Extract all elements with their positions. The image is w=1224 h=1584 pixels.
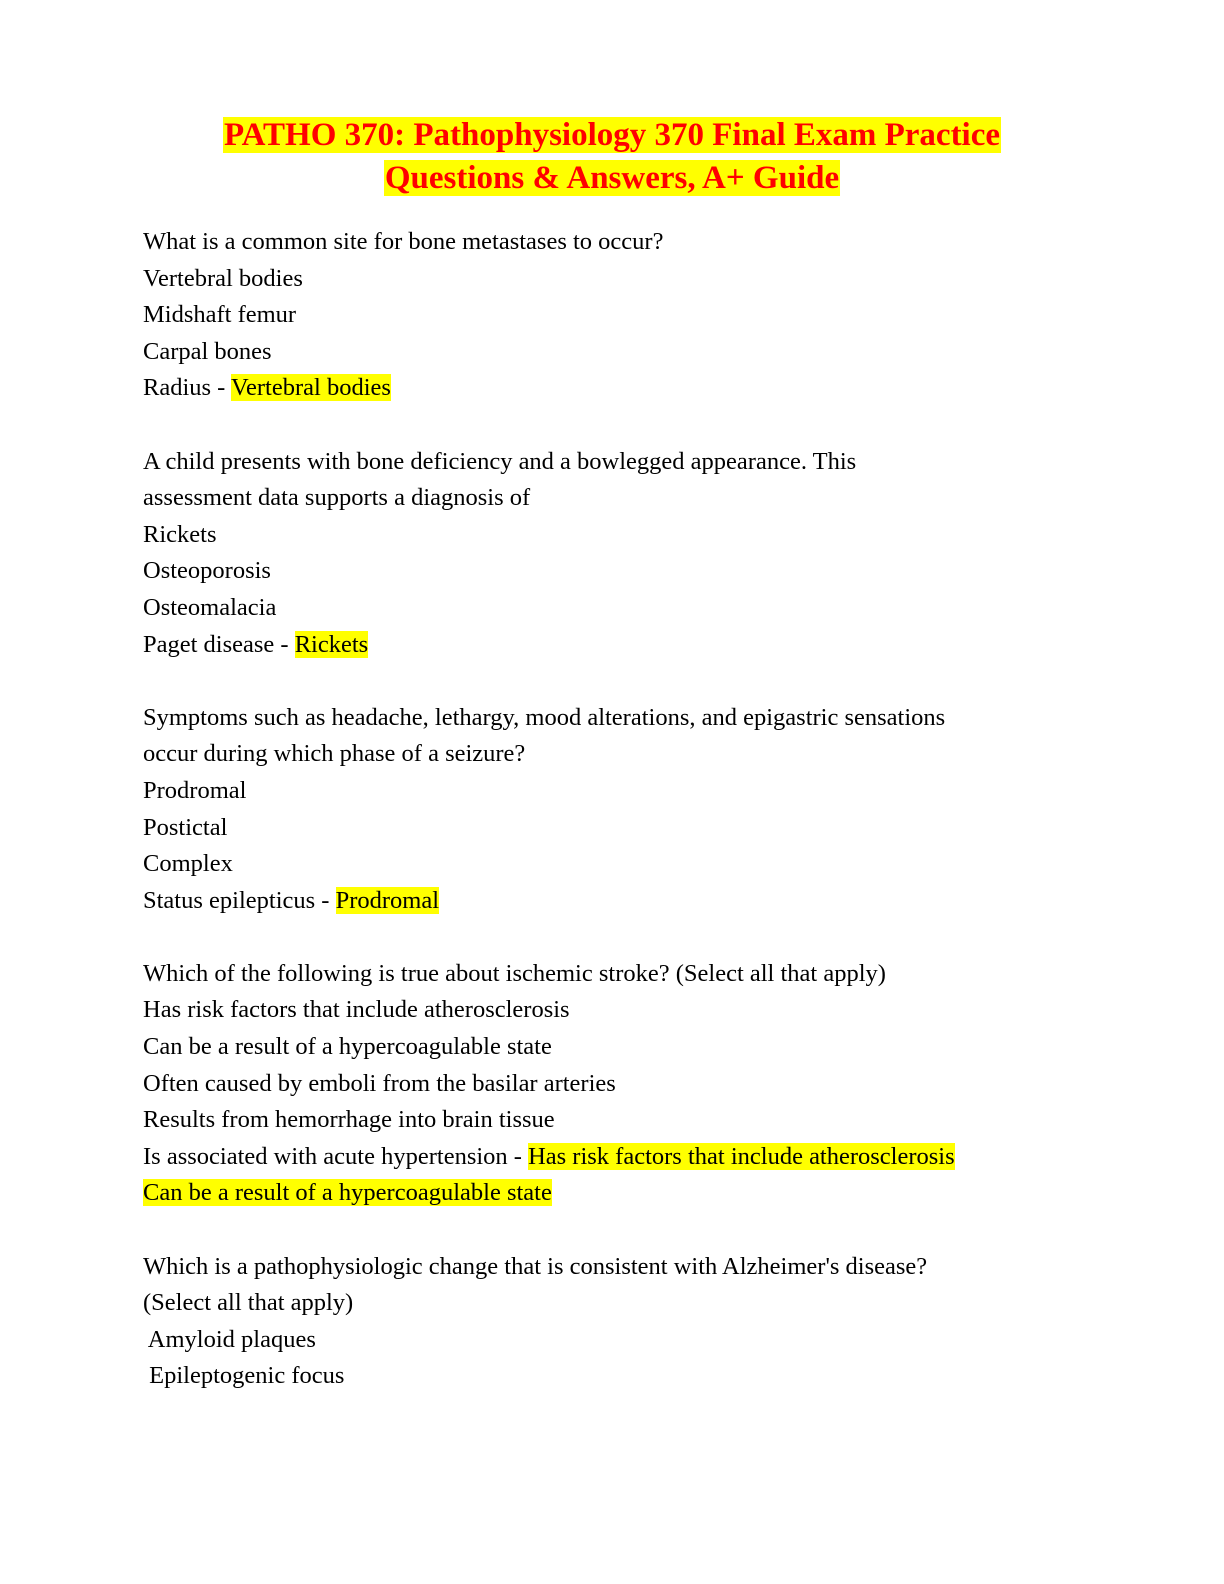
- option: Osteomalacia: [143, 593, 277, 621]
- answer-highlight: Rickets: [294, 630, 369, 658]
- option: Has risk factors that include atherosclerosis: [143, 996, 570, 1024]
- question-block: [143, 700, 1103, 920]
- option-with-answer: [143, 370, 1103, 407]
- option: Epileptogenic focus: [143, 1362, 345, 1390]
- question-text: (Select all that apply): [143, 1289, 354, 1317]
- question-text: Which of the following is true about ischemic stroke? (Select all that apply): [143, 959, 886, 987]
- question-text: What is a common site for bone metastases to occur?: [143, 228, 664, 255]
- answer-highlight: Can be a result of a hypercoagulable state: [143, 1179, 552, 1207]
- question-block: [143, 224, 1103, 407]
- option: Amyloid plaques: [143, 1325, 316, 1353]
- question-list: [143, 224, 1103, 1432]
- option: Can be a result of a hypercoagulable state: [143, 1033, 552, 1061]
- option: Vertebral bodies: [143, 264, 303, 292]
- answer-highlight: Has risk factors that include atherosclerosis: [528, 1142, 955, 1170]
- option: Status epilepticus -: [143, 886, 336, 914]
- question-text: assessment data supports a diagnosis of: [143, 484, 531, 512]
- answer-highlight: Prodromal: [335, 886, 440, 914]
- option: Often caused by emboli from the basilar arteries: [143, 1069, 616, 1097]
- question-text: Symptoms such as headache, lethargy, mood alterations, and epigastric sensations: [143, 703, 946, 731]
- title-line-1: PATHO 370: Pathophysiology 370 Final Exam Practice: [223, 117, 1001, 153]
- option: Paget disease -: [143, 630, 295, 658]
- question-block: [143, 956, 1103, 1212]
- option: Rickets: [143, 520, 217, 548]
- option-with-answer: [143, 883, 1103, 920]
- question-text: Which is a pathophysiologic change that is consistent with Alzheimer's disease?: [143, 1252, 928, 1280]
- option: Postictal: [143, 813, 228, 841]
- option: Complex: [143, 850, 233, 878]
- question-block: [143, 1249, 1103, 1395]
- option: Radius -: [143, 374, 232, 402]
- option: Osteoporosis: [143, 557, 271, 585]
- option: Is associated with acute hypertension -: [143, 1142, 529, 1170]
- title-line-2: Questions & Answers, A+ Guide: [384, 160, 840, 196]
- document-title: [0, 114, 1224, 200]
- question-text: A child presents with bone deficiency and a bowlegged appearance. This: [143, 447, 857, 475]
- option: Results from hemorrhage into brain tissue: [143, 1106, 555, 1134]
- question-text: occur during which phase of a seizure?: [143, 740, 526, 768]
- option-with-answer: [143, 627, 1103, 664]
- question-block: [143, 444, 1103, 664]
- option: Midshaft femur: [143, 301, 297, 329]
- option: Carpal bones: [143, 337, 272, 365]
- answer-highlight: Vertebral bodies: [231, 374, 391, 402]
- option: Prodromal: [143, 776, 247, 804]
- option-with-answer: [143, 1139, 1103, 1176]
- answer-continuation: [143, 1175, 1103, 1212]
